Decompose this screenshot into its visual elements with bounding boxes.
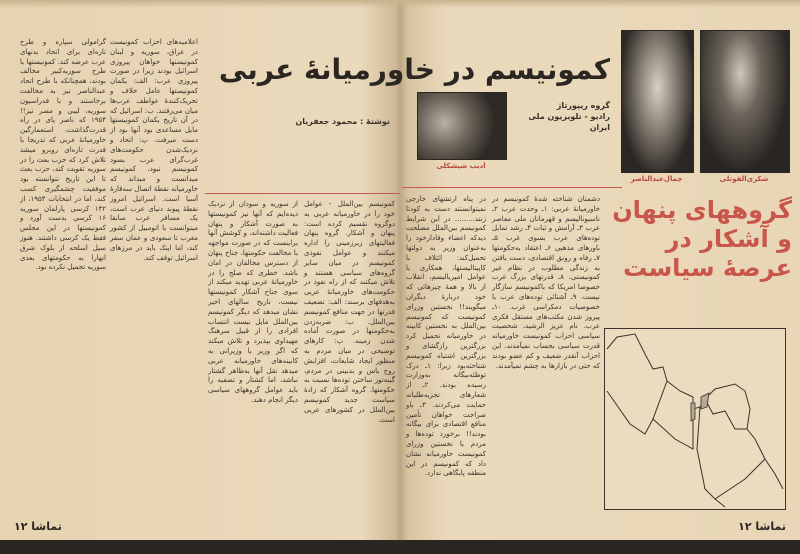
magazine-logo: تماشا (31, 520, 62, 533)
photo-caption: جمال‌عبدالناصر (630, 175, 683, 183)
left-page-footer (14, 520, 62, 533)
photo-caption: ادیب شیشکلی (436, 162, 486, 170)
photo-adib-shishakli (417, 92, 507, 160)
byline-line: گروه ریپورتاژ (556, 101, 610, 110)
section-title-line: گروههای پنهان (612, 196, 792, 224)
section-title-line: و آشکار در (665, 225, 792, 253)
reportage-byline (510, 100, 610, 133)
right-page-column-1: دشمنان شناخته شدهٔ کمونیسم در خاورمیانهٔ عربی: ۱ـ وحدت عرب ۲ـ ناسیونالیسم و قهرمانان ملی معاصر عرب ۳ـ آرامش و ثبات ۴ـ رشد تمایل توده‌های عرب بسوی غرب ۵ـ باورهای مذهبی ۶ـ اعتقاد به‌حکومتها ۷ـ رفاه و رونق اقتصادی، دست یافتن به زندگی مطلوب در نظام غیر کمونیستی. ۸ـ قدرتهای بزرگ غرب خصوصا امریکا که باکمونیسم سازگار نیست. ۹ـ آشنائی توده‌های عرب با خصوصیات دمکراسی غرب. ۱۰ـ پیروز شدن مکتب‌های مستقل فکری عرب. نام عزیز الرشید، شخصیت سیاسی احزاب کمونیست خاورمیانه قدرت سیاسی بحساب نمیآمدند، این احزاب آنقدر ضعیف و کم عضو بودند که حتی در بازارها به چشم نمیآمدند. (492, 195, 601, 370)
right-red-divider (402, 187, 622, 188)
photo-caption: شکری‌القوتلی (719, 175, 769, 183)
section-title (608, 196, 792, 283)
page-number: ۱۲ (14, 520, 28, 533)
section-title-line: عرصهٔ سیاست (623, 254, 792, 282)
map-outline-icon (605, 329, 785, 509)
author-byline: نوشتهٔ : محمود جعفریان (295, 117, 390, 126)
photo-quwatli (700, 30, 790, 173)
left-page-column-3: از سوریه و سودان از نزدیک دیده‌ایم که آنها نیز کمونیستها به صورت آشکار و پنهان فعالیت داشته‌اند، و کوشش آنها براینست که در صورت مواجهه با مخالفت حکومتها، جناح پنهان از دسترس مخالفان در امان باشد. خطری که صلح را در خاورمیانهٔ عربی تهدید میکند از سوی جناح آشکار کمونیستها نیست، تاریخ سالهای اخیر نشان میدهد که دیگر کمونیسم بین‌الملل مایل نیست انتساب افرادی را از قبیل سرهنگ مهیداوی بپذیرد و تلاش میکند که اگر وزیر یا وزیرانی به کابینه‌های خاورمیانه عربی میدهد نقل آنها به‌ظاهر گشتار نباشد، اما کشتار و تصفیه را باید عوامل گروههای سیاسی دیگر انجام دهند. (208, 200, 298, 404)
right-page-column-2: در پناه ارتشهای خارجی نمیتوانستند دست به کودتا زنند......... در این شرایط کمونیسم بین‌الملل مصلحت دیدکه اعضاء وفادارخود را به‌عنوان وزیر به دولتها تحمیل‌کند: ائتلاف با کاپیتالیستها، همکاری با عوامل امپریالیسم، انقلاب از بالا و همهٔ چیزهائی که خود دربارهٔ دیگران میگویند!! نخستین وزرای کمونیست که کمونیسم بین‌الملل به نخستین کابینه در خاورمیانه تحمیل کرد بزرگترین رازگشای و بزرگترین اشتباه کمونیسم شناخته‌بود زیرا: ۱ـ درک توطئه‌بیگانه به‌وزارت رسیده بودند. ۲ـ از شعارهای تجزیه‌طلبانه حمایت می‌کردند. ۳ـ باو صراحت خواهان تأمین منافع اقتصادی برای بیگانه بودند!! برخورد توده‌ها و مردم با نخستین وزرای کمونیست خاورمیانه نشان داد که کمونیسم در این منطقه پایگاهی ندارد. (406, 195, 486, 478)
byline-line: رادیو - تلویزیون ملی ایران (528, 112, 610, 132)
page-edge-shadow (0, 0, 800, 8)
article-headline: کمونیسم در خاورمیانهٔ عربی (218, 53, 610, 86)
left-page-column-4: کمونیسم بین‌الملل - عوامل خود را در خاورمیانه عربی به دوگروه تقسیم کرده است: پنهان و آشکار. گروه پنهان فعالیتهای زیرزمینی را اداره میکنند و عوامل نفوذی کمونیسم در میان سایر گروه‌های سیاسی هستند و تلاش میکنند که از راه نفوذ در حکومت‌های خاورمیانهٔ عربی به‌هدفهای برسند: الف: تضعیف قدرتها در جهت منافع کمونیسم بین‌الملل. ب: ضربه‌زدن به‌حکومتها در صورت آماده شدن زمینه. پ: کارهای توضیحی در میان مردم به منظور ایجاد شایعات، افزایش روح یاس و بدبینی در مردم، گینه‌توز ساختن توده‌ها نسبت به حکومتها. گروه آشکار که زادهٔ سیاست جدید کمونیسم بین‌الملل در کشورهای عربی است. (304, 200, 395, 424)
left-red-divider (205, 193, 400, 194)
magazine-logo: تماشا (755, 520, 786, 533)
page-number: ۱۲ (738, 520, 752, 533)
right-page-footer (738, 520, 786, 533)
left-page-column-2: گرامولی سپاره و طرح تازه‌ای برای اتحاد بدنهای عرب عرضه کند. کمونیستها با طرح سوریه‌کبیر مخالف بودند، همچنانکه با طرح اتحاد عبدالناصر نیز به مخالفت برخاستند و با فدراسیون سوریه، لیبی و مصر نیز!! ۱۹۵۴ که ناصر پای در راه قدرت‌گذاشت، استعمارگین خاورمیانهٔ عربی که تدریجا با قدرت تازه‌ای روبرو میشد تلاش کرد که حزب بعث را در سوریه تقویت کند، حزب بعث تا این تاریخ نتوانسته بود موفقیت چشمگیری کسب کند، اما در انتخابات ۱۹۵۴، از ۱۴۲ کرسی پارلمان سوریه ۱۶ کرسی بدست آورد و کمونیستها در این مجلس فقط یک کرسی داشتند. هنوز سیل اسلحه از بلوک شرق انهارا به حکومتهای بعدی سوریه تحمیل نکرده بود. (20, 38, 106, 272)
photo-nasser (621, 30, 694, 173)
middle-east-map (604, 328, 786, 510)
left-page-column-1: اعلامیه‌های احزاب کمونیست در عراق، سوریه و لبنان کمونیستها خواهان پیروزی اسرائیل بودند زیرا در صورت پیروزی عرب: الف: یکمان کمونیستها عامل خلاف و تحریک‌کنندهٔ عواطف عرب‌ها میان می‌رفتند. ب: اسرائیل که در آن تاریخ یکمان کمونیستها مایل مساعدی بود آنها بود از دست میرفت. پ: اتحاد و نزدیک‌شدن حکومت‌های غرب‌گرای عرب بسود کمونیسم نبود، کمونیسم میدانست و میداند که خاورمیانه نقطهٔ اتصال سه‌قارهٔ آسیا است. اسرائیل امروز نقطهٔ پیوند دنیای عرب است، یک مسافر عرب سابقا میتوانست با اتومبیل از کشور مغرب تا سعودی و عمان سفر کند، اما اینک باید در مرزهای اسرائیل توقف کند. (110, 38, 198, 262)
